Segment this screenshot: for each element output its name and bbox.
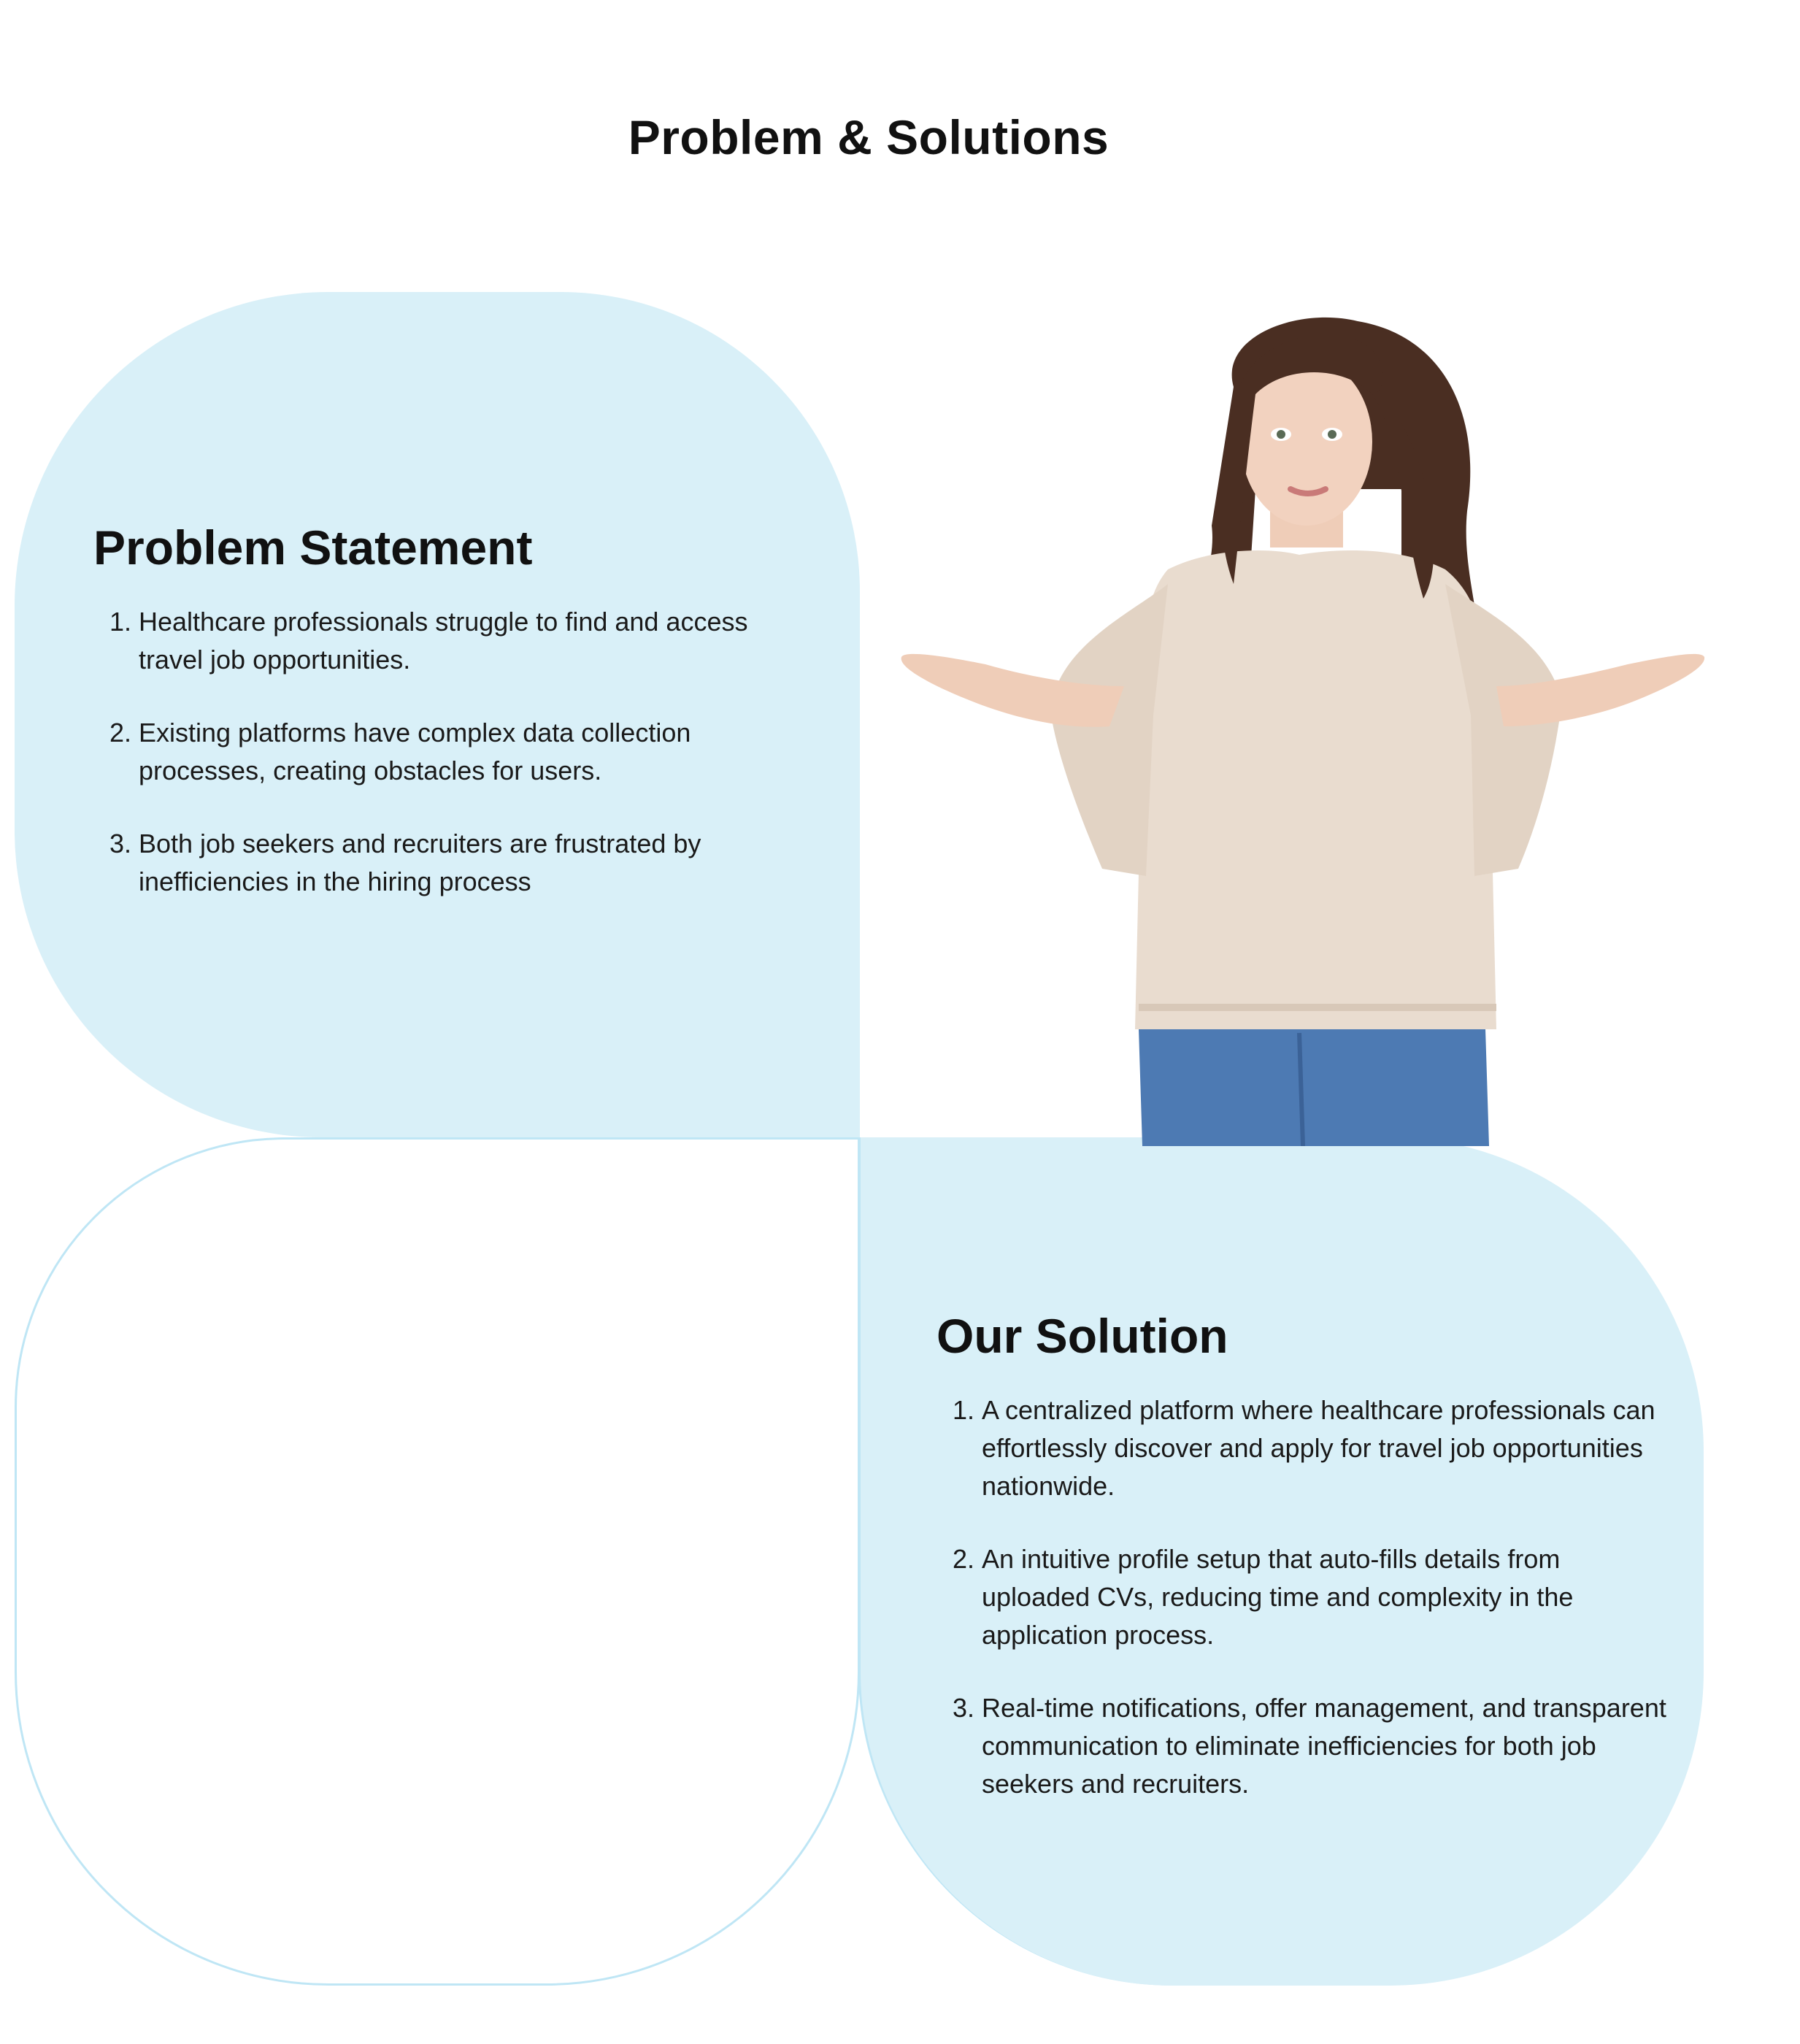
solution-list — [936, 1391, 1666, 1838]
list-item-text: Existing platforms have complex data collection processes, creating obstacles for users. — [139, 718, 691, 785]
problem-list — [93, 603, 794, 936]
list-item-number: 2. — [109, 718, 131, 748]
list-item-number: 3. — [952, 1693, 974, 1723]
list-item — [93, 603, 794, 679]
page-title: Problem & Solutions — [628, 110, 1109, 164]
list-item — [93, 825, 794, 901]
list-item — [936, 1540, 1666, 1654]
woman-shrugging-illustration — [891, 307, 1708, 1146]
list-item — [936, 1391, 1666, 1505]
list-item-number: 1. — [952, 1395, 974, 1425]
empty-card-outline — [15, 1137, 860, 1986]
problem-heading: Problem Statement — [93, 520, 533, 575]
list-item — [936, 1689, 1666, 1803]
jeans — [1139, 1029, 1489, 1146]
list-item-text: A centralized platform where healthcare professionals can effortlessly discover and apply for travel job opportunities nationwide. — [982, 1395, 1655, 1501]
list-item-text: Real-time notifications, offer management, and transparent communication to eliminate inefficiencies for both job seekers and recruiters. — [982, 1693, 1666, 1799]
list-item-text: An intuitive profile setup that auto-fills details from uploaded CVs, reducing time and complexity in the application process. — [982, 1544, 1574, 1650]
list-item — [93, 714, 794, 790]
sweater — [1135, 550, 1496, 1029]
list-item-text: Both job seekers and recruiters are frustrated by inefficiencies in the hiring process — [139, 829, 701, 896]
list-item-number: 3. — [109, 829, 131, 858]
list-item-text: Healthcare professionals struggle to find and access travel job opportunities. — [139, 607, 748, 675]
solution-heading: Our Solution — [936, 1309, 1228, 1363]
list-item-number: 2. — [952, 1544, 974, 1574]
list-item-number: 1. — [109, 607, 131, 637]
